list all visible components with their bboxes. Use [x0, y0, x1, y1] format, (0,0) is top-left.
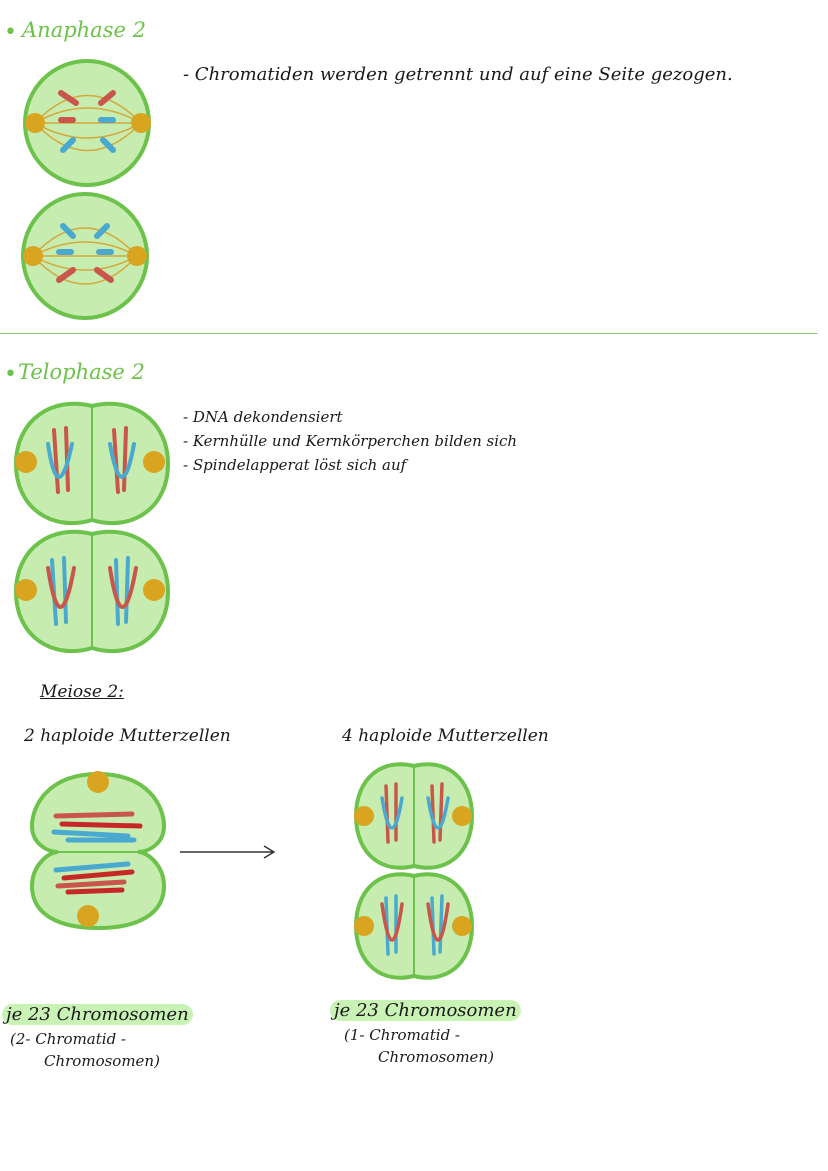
telophase-note-1: - DNA dekondensiert — [183, 408, 343, 426]
centrosome — [452, 806, 472, 826]
right-label: 4 haploide Mutterzellen — [342, 726, 549, 746]
right-count-highlight: je 23 Chromosomen — [330, 1000, 521, 1021]
anaphase-cell-bottom — [19, 190, 159, 330]
centrosome — [354, 806, 374, 826]
meiose-title: Meiose 2: — [40, 682, 124, 702]
telophase-cell-top — [12, 400, 172, 528]
arrow-right — [178, 845, 278, 859]
daughter-cell-bottom — [352, 872, 476, 980]
left-detail-2: Chromosomen) — [44, 1052, 160, 1070]
telophase-note-3: - Spindelapperat löst sich auf — [183, 456, 407, 474]
centrosome — [354, 916, 374, 936]
left-count-highlight: je 23 Chromosomen — [2, 1004, 193, 1025]
telophase-title: Telophase 2 — [18, 360, 145, 384]
telophase-note-2: - Kernhülle und Kernkörperchen bilden sich — [183, 432, 518, 450]
centrosome — [131, 113, 151, 133]
bullet-telophase: • — [4, 362, 17, 387]
centrosome — [15, 579, 37, 601]
centrosome — [127, 246, 147, 266]
right-detail-1: (1- Chromatid - — [344, 1026, 461, 1044]
centrosome — [15, 451, 37, 473]
centrosome — [87, 771, 109, 793]
left-label: 2 haploide Mutterzellen — [24, 726, 231, 746]
centrosome — [25, 113, 45, 133]
daughter-cell-top — [352, 762, 476, 870]
anaphase-note: - Chromatiden werden getrennt und auf eine Seite gezogen. — [183, 64, 733, 85]
centrosome — [77, 905, 99, 927]
anaphase-title: Anaphase 2 — [22, 18, 146, 42]
right-count — [330, 1000, 521, 1021]
telophase-cell-bottom — [12, 528, 172, 656]
centrosome — [23, 246, 43, 266]
section-divider — [0, 333, 818, 334]
centrosome — [143, 451, 165, 473]
mother-cell-pair — [28, 766, 168, 936]
left-count — [2, 1004, 193, 1025]
right-detail-2: Chromosomen) — [378, 1048, 494, 1066]
centrosome — [452, 916, 472, 936]
left-detail-1: (2- Chromatid - — [10, 1030, 127, 1048]
bullet-anaphase: • — [4, 20, 17, 45]
centrosome — [143, 579, 165, 601]
anaphase-cell-top — [21, 58, 161, 198]
